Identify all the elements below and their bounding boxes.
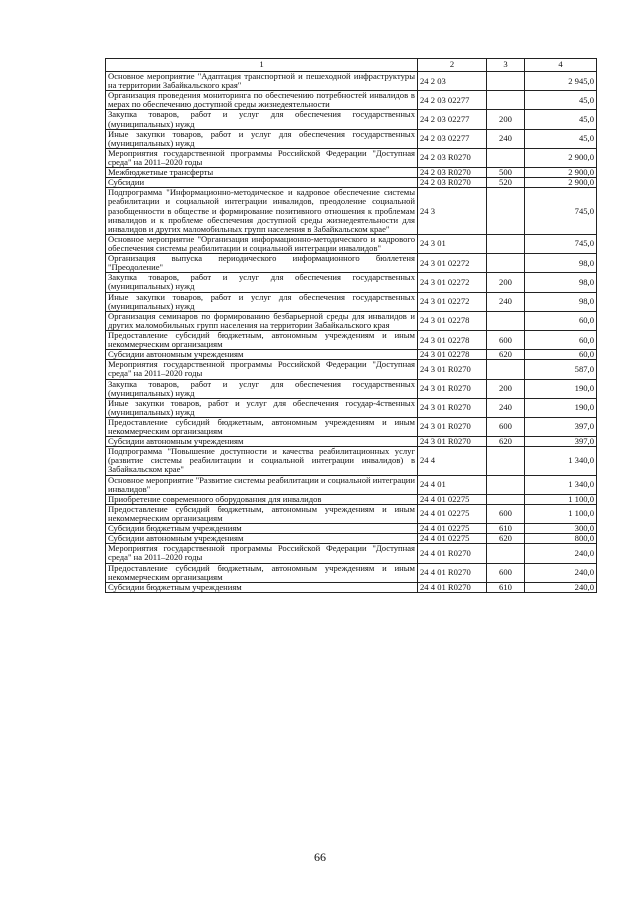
row-expense-type-cell: 600 bbox=[487, 330, 525, 349]
row-name-cell: Субсидии бюджетным учреждениям bbox=[106, 582, 418, 592]
table-row bbox=[106, 311, 597, 330]
row-name-cell: Организация семинаров по формированию безбарьерной среды для инвалидов и других маломобильных групп населения на территории Забайкальского края bbox=[106, 311, 418, 330]
row-name-cell: Предоставление субсидий бюджетным, автономным учреждениям и иным некоммерческим организациям bbox=[106, 563, 418, 582]
row-amount-cell: 745,0 bbox=[525, 234, 597, 253]
row-expense-type-cell bbox=[487, 494, 525, 504]
row-expense-type-cell bbox=[487, 148, 525, 167]
row-amount-cell: 2 900,0 bbox=[525, 168, 597, 178]
table-row bbox=[106, 447, 597, 475]
table-row bbox=[106, 350, 597, 360]
row-amount-cell: 240,0 bbox=[525, 582, 597, 592]
row-expense-type-cell: 600 bbox=[487, 563, 525, 582]
table-row bbox=[106, 178, 597, 188]
row-code-cell: 24 2 03 R0270 bbox=[418, 168, 487, 178]
table-row bbox=[106, 91, 597, 110]
row-amount-cell: 190,0 bbox=[525, 379, 597, 398]
row-amount-cell: 300,0 bbox=[525, 524, 597, 534]
row-code-cell: 24 4 01 R0270 bbox=[418, 563, 487, 582]
row-expense-type-cell: 610 bbox=[487, 524, 525, 534]
row-amount-cell: 397,0 bbox=[525, 437, 597, 447]
row-expense-type-cell bbox=[487, 544, 525, 563]
row-name-cell: Основное мероприятие "Организация информационно-методического и кадрового обеспечения системы реабилитации и социальной интеграции инвалидов" bbox=[106, 234, 418, 253]
row-code-cell: 24 2 03 02277 bbox=[418, 110, 487, 129]
row-expense-type-cell: 200 bbox=[487, 110, 525, 129]
header-col-4: 4 bbox=[525, 59, 597, 72]
row-expense-type-cell: 240 bbox=[487, 129, 525, 148]
row-expense-type-cell bbox=[487, 72, 525, 91]
table-row bbox=[106, 534, 597, 544]
row-name-cell: Мероприятия государственной программы Российской Федерации "Доступная среда" на 2011–2020 годы bbox=[106, 544, 418, 563]
row-expense-type-cell: 620 bbox=[487, 534, 525, 544]
row-code-cell: 24 4 bbox=[418, 447, 487, 475]
row-name-cell: Субсидии bbox=[106, 178, 418, 188]
table-row bbox=[106, 475, 597, 494]
row-amount-cell: 1 100,0 bbox=[525, 494, 597, 504]
table-row bbox=[106, 524, 597, 534]
row-name-cell: Субсидии автономным учреждениям bbox=[106, 437, 418, 447]
table-body bbox=[106, 72, 597, 593]
table-row bbox=[106, 148, 597, 167]
row-expense-type-cell: 500 bbox=[487, 168, 525, 178]
table-row bbox=[106, 234, 597, 253]
row-amount-cell: 60,0 bbox=[525, 311, 597, 330]
row-code-cell: 24 4 01 R0270 bbox=[418, 544, 487, 563]
row-name-cell: Закупка товаров, работ и услуг для обеспечения государственных (муниципальных) нужд bbox=[106, 273, 418, 292]
row-amount-cell: 397,0 bbox=[525, 417, 597, 436]
row-name-cell: Организация выпуска периодического информационного бюллетеня "Преодоление" bbox=[106, 254, 418, 273]
row-code-cell: 24 4 01 R0270 bbox=[418, 582, 487, 592]
row-name-cell: Организация проведения мониторинга по обеспечению потребностей инвалидов в мерах по обеспечению доступной среды жизнедеятельности bbox=[106, 91, 418, 110]
table-row bbox=[106, 168, 597, 178]
header-row bbox=[106, 59, 597, 72]
table-row bbox=[106, 273, 597, 292]
row-amount-cell: 98,0 bbox=[525, 254, 597, 273]
row-name-cell: Закупка товаров, работ и услуг для обеспечения государственных (муниципальных) нужд bbox=[106, 110, 418, 129]
row-name-cell: Мероприятия государственной программы Российской Федерации "Доступная среда" на 2011–2020 годы bbox=[106, 360, 418, 379]
row-amount-cell: 60,0 bbox=[525, 350, 597, 360]
row-amount-cell: 1 100,0 bbox=[525, 504, 597, 523]
row-code-cell: 24 3 01 02278 bbox=[418, 330, 487, 349]
row-name-cell: Иные закупки товаров, работ и услуг для обеспечения государ-4ственных (муниципальных) нужд bbox=[106, 398, 418, 417]
row-name-cell: Приобретение современного оборудования для инвалидов bbox=[106, 494, 418, 504]
row-expense-type-cell: 200 bbox=[487, 273, 525, 292]
row-name-cell: Иные закупки товаров, работ и услуг для обеспечения государственных (муниципальных) нужд bbox=[106, 292, 418, 311]
row-expense-type-cell: 620 bbox=[487, 437, 525, 447]
row-code-cell: 24 4 01 02275 bbox=[418, 494, 487, 504]
row-expense-type-cell: 600 bbox=[487, 417, 525, 436]
row-code-cell: 24 4 01 02275 bbox=[418, 534, 487, 544]
row-expense-type-cell: 240 bbox=[487, 398, 525, 417]
row-name-cell: Предоставление субсидий бюджетным, автономным учреждениям и иным некоммерческим организациям bbox=[106, 330, 418, 349]
row-expense-type-cell bbox=[487, 188, 525, 235]
table-row bbox=[106, 330, 597, 349]
table-row bbox=[106, 437, 597, 447]
table-row bbox=[106, 563, 597, 582]
row-amount-cell: 1 340,0 bbox=[525, 475, 597, 494]
row-code-cell: 24 3 01 R0270 bbox=[418, 360, 487, 379]
row-amount-cell: 98,0 bbox=[525, 273, 597, 292]
row-expense-type-cell bbox=[487, 447, 525, 475]
table-row bbox=[106, 494, 597, 504]
row-expense-type-cell bbox=[487, 475, 525, 494]
row-amount-cell: 45,0 bbox=[525, 110, 597, 129]
row-code-cell: 24 2 03 02277 bbox=[418, 91, 487, 110]
table-row bbox=[106, 360, 597, 379]
table-row bbox=[106, 417, 597, 436]
row-code-cell: 24 3 01 bbox=[418, 234, 487, 253]
row-name-cell: Подпрограмма "Повышение доступности и качества реабилитационных услуг (развитие системы реабилитации и социальной интеграции инвалидов) в Забайкальском крае" bbox=[106, 447, 418, 475]
row-code-cell: 24 3 01 R0270 bbox=[418, 417, 487, 436]
table-header bbox=[106, 59, 597, 72]
row-code-cell: 24 3 01 02272 bbox=[418, 292, 487, 311]
page-number: 66 bbox=[314, 850, 326, 864]
row-name-cell: Предоставление субсидий бюджетным, автономным учреждениям и иным некоммерческим организациям bbox=[106, 417, 418, 436]
table-row bbox=[106, 379, 597, 398]
row-code-cell: 24 4 01 02275 bbox=[418, 504, 487, 523]
row-amount-cell: 800,0 bbox=[525, 534, 597, 544]
header-col-3: 3 bbox=[487, 59, 525, 72]
row-amount-cell: 2 945,0 bbox=[525, 72, 597, 91]
table-row bbox=[106, 188, 597, 235]
row-code-cell: 24 3 01 R0270 bbox=[418, 437, 487, 447]
row-name-cell: Предоставление субсидий бюджетным, автономным учреждениям и иным некоммерческим организациям bbox=[106, 504, 418, 523]
row-amount-cell: 60,0 bbox=[525, 330, 597, 349]
table-row bbox=[106, 72, 597, 91]
row-name-cell: Субсидии бюджетным учреждениям bbox=[106, 524, 418, 534]
budget-table bbox=[105, 58, 597, 593]
row-amount-cell: 240,0 bbox=[525, 563, 597, 582]
row-code-cell: 24 3 bbox=[418, 188, 487, 235]
table-row bbox=[106, 129, 597, 148]
row-code-cell: 24 2 03 02277 bbox=[418, 129, 487, 148]
row-name-cell: Основное мероприятие "Адаптация транспортной и пешеходной инфраструктуры на территории Забайкальского края" bbox=[106, 72, 418, 91]
table-row bbox=[106, 254, 597, 273]
row-amount-cell: 98,0 bbox=[525, 292, 597, 311]
table-row bbox=[106, 292, 597, 311]
table-row bbox=[106, 544, 597, 563]
row-expense-type-cell: 620 bbox=[487, 350, 525, 360]
row-expense-type-cell bbox=[487, 360, 525, 379]
row-expense-type-cell: 520 bbox=[487, 178, 525, 188]
row-amount-cell: 190,0 bbox=[525, 398, 597, 417]
row-code-cell: 24 3 01 02272 bbox=[418, 254, 487, 273]
row-expense-type-cell bbox=[487, 91, 525, 110]
row-amount-cell: 1 340,0 bbox=[525, 447, 597, 475]
row-amount-cell: 2 900,0 bbox=[525, 178, 597, 188]
row-code-cell: 24 3 01 R0270 bbox=[418, 398, 487, 417]
row-amount-cell: 45,0 bbox=[525, 91, 597, 110]
row-code-cell: 24 3 01 R0270 bbox=[418, 379, 487, 398]
row-code-cell: 24 2 03 bbox=[418, 72, 487, 91]
row-name-cell: Иные закупки товаров, работ и услуг для обеспечения государственных (муниципальных) нужд bbox=[106, 129, 418, 148]
row-name-cell: Межбюджетные трансферты bbox=[106, 168, 418, 178]
row-amount-cell: 2 900,0 bbox=[525, 148, 597, 167]
row-name-cell: Субсидии автономным учреждениям bbox=[106, 534, 418, 544]
row-expense-type-cell: 240 bbox=[487, 292, 525, 311]
table-row bbox=[106, 504, 597, 523]
header-col-2: 2 bbox=[418, 59, 487, 72]
table-row bbox=[106, 582, 597, 592]
row-expense-type-cell: 610 bbox=[487, 582, 525, 592]
row-code-cell: 24 4 01 02275 bbox=[418, 524, 487, 534]
row-amount-cell: 45,0 bbox=[525, 129, 597, 148]
row-code-cell: 24 4 01 bbox=[418, 475, 487, 494]
row-name-cell: Мероприятия государственной программы Российской Федерации "Доступная среда" на 2011–2020 годы bbox=[106, 148, 418, 167]
row-expense-type-cell: 200 bbox=[487, 379, 525, 398]
row-name-cell: Закупка товаров, работ и услуг для обеспечения государственных (муниципальных) нужд bbox=[106, 379, 418, 398]
row-amount-cell: 587,0 bbox=[525, 360, 597, 379]
row-code-cell: 24 2 03 R0270 bbox=[418, 148, 487, 167]
row-amount-cell: 745,0 bbox=[525, 188, 597, 235]
row-code-cell: 24 3 01 02278 bbox=[418, 350, 487, 360]
header-col-1: 1 bbox=[106, 59, 418, 72]
row-expense-type-cell bbox=[487, 311, 525, 330]
row-code-cell: 24 3 01 02272 bbox=[418, 273, 487, 292]
row-expense-type-cell: 600 bbox=[487, 504, 525, 523]
row-name-cell: Подпрограмма "Информационно-методическое и кадровое обеспечение системы реабилитации и социальной интеграции инвалидов, преодоление социальной разобщенности в обществе и формирование позитивного отношения к проблемам инвалидов и к проблеме обеспечения доступной среды жизнедеятельности для инвалидов и других маломобильных групп населения в Забайкальском крае" bbox=[106, 188, 418, 235]
row-name-cell: Основное мероприятие "Развитие системы реабилитации и социальной интеграции инвалидов" bbox=[106, 475, 418, 494]
row-code-cell: 24 2 03 R0270 bbox=[418, 178, 487, 188]
row-name-cell: Субсидии автономным учреждениям bbox=[106, 350, 418, 360]
row-expense-type-cell bbox=[487, 254, 525, 273]
row-expense-type-cell bbox=[487, 234, 525, 253]
table-row bbox=[106, 110, 597, 129]
row-code-cell: 24 3 01 02278 bbox=[418, 311, 487, 330]
table-row bbox=[106, 398, 597, 417]
row-amount-cell: 240,0 bbox=[525, 544, 597, 563]
